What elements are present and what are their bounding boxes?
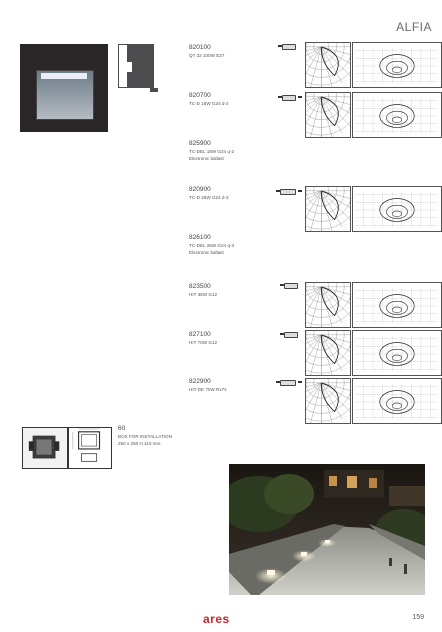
illuminance-diagram (352, 282, 442, 328)
illuminance-diagram (352, 378, 442, 424)
section-drawing-flange (150, 88, 158, 92)
installation-box-drawing (68, 427, 112, 469)
product-desc: TC-D 18W G24 d-2 (189, 101, 229, 106)
product-code: 820700 (189, 92, 211, 99)
illuminance-diagram (352, 330, 442, 376)
product-code: 826100 (189, 234, 211, 241)
product-desc: TC-D 26W G24 d-3 (189, 195, 229, 200)
lamp-icon (280, 282, 300, 288)
illuminance-diagram (352, 186, 442, 232)
section-drawing-notch (126, 62, 132, 72)
product-code: 820100 (189, 44, 211, 51)
lamp-icon (278, 43, 300, 49)
illuminance-diagram (352, 42, 442, 88)
product-code: 822900 (189, 378, 211, 385)
product-code: 823500 (189, 283, 211, 290)
product-photo-light (41, 73, 87, 79)
polar-diagram (305, 186, 351, 232)
product-desc-ballast: Electronic ballast (189, 250, 224, 255)
polar-diagram (305, 92, 351, 138)
ambient-photo (229, 464, 425, 595)
lamp-icon (276, 188, 302, 194)
product-code: 827100 (189, 331, 211, 338)
lamp-icon (280, 331, 300, 337)
lamp-icon (278, 94, 302, 100)
product-desc: TC-DEL 18W G24 q-2 (189, 149, 235, 154)
installation-box-photo (22, 427, 68, 469)
brand-logo: ares (203, 612, 230, 626)
polar-diagram (305, 378, 351, 424)
lamp-icon (276, 379, 302, 385)
product-desc-ballast: Electronic ballast (189, 156, 224, 161)
accessory-desc: BOX FOR INSTALLATION (118, 434, 172, 439)
product-code: 820900 (189, 186, 211, 193)
polar-diagram (305, 330, 351, 376)
product-desc: TC-DEL 26W G24 q-3 (189, 243, 235, 248)
accessory-size: 250 x 250 H 110 mm. (118, 441, 162, 446)
product-desc: QT 32 100W E27 (189, 53, 225, 58)
product-desc: HIT 70W G12 (189, 340, 217, 345)
accessory-code: 60 (118, 425, 126, 432)
polar-diagram (305, 282, 351, 328)
product-desc: HIT-DE 70W Rx7s (189, 387, 227, 392)
page-title: ALFIA (396, 20, 432, 34)
product-code: 825900 (189, 140, 211, 147)
illuminance-diagram (352, 92, 442, 138)
product-desc: HIT 35W G12 (189, 292, 217, 297)
polar-diagram (305, 42, 351, 88)
page-number: 159 (412, 614, 424, 621)
